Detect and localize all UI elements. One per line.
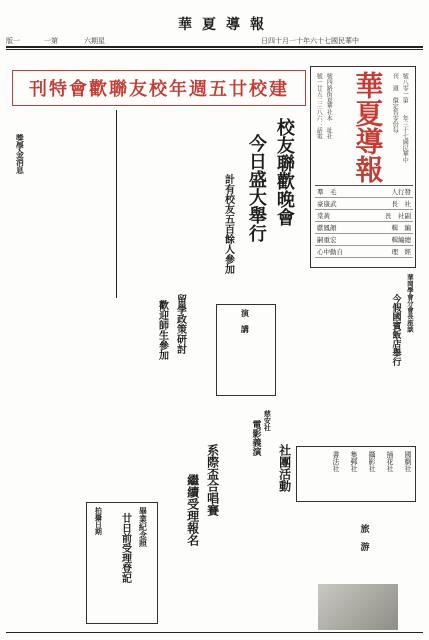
masthead-info-4: 號一廿五二三八六：話電 <box>315 73 323 139</box>
choir-headline-2: 繼續受理報名 <box>185 474 200 546</box>
charity-headline: 電影義演 <box>250 420 261 456</box>
main-headline-2: 今日盛大舉行 <box>245 134 267 242</box>
photo-caption-3: 拍攝日期 <box>94 507 104 535</box>
club-item: 國劇社 <box>404 451 412 472</box>
date-line: 日四十月一十年六十七國民華中 <box>261 37 359 45</box>
staff-role: 理 經 <box>391 248 411 256</box>
staff-name: 嗣重宏 <box>317 236 337 244</box>
special-issue-banner <box>12 70 306 106</box>
study-headline-2: 歡迎師生參加 <box>156 300 168 360</box>
staff-row <box>315 186 413 198</box>
page-label: 版一 <box>6 37 20 45</box>
speech-title: 演 講 <box>240 309 251 333</box>
header-rule <box>6 46 423 48</box>
news-photo <box>318 584 398 630</box>
photo-notice-box <box>86 502 158 624</box>
staff-name: 獻鳳顏 <box>317 224 337 232</box>
club-headline: 社團活動 <box>277 444 292 492</box>
photo-caption-1: 畢業紀念照 <box>138 507 149 547</box>
club-item: 攝影社 <box>368 451 376 472</box>
study-headline-1: 留學政策研討 <box>174 294 186 354</box>
club-item: 書法社 <box>332 451 340 472</box>
charity-kicker: 慈安社 <box>263 410 273 431</box>
footer-rule <box>6 632 423 633</box>
masthead-title: 華夏導報 <box>351 71 385 183</box>
staff-name: 心中動自 <box>317 248 343 256</box>
club-item: 集郵社 <box>350 451 358 472</box>
staff-name: 豪康武 <box>317 200 337 208</box>
newspaper-page <box>6 4 423 636</box>
staff-row <box>315 234 413 246</box>
main-article-body <box>118 114 214 264</box>
special-issue-text: 刊特會歡聯友校年週五廿校建 <box>29 79 289 100</box>
staff-role: 長 社 <box>391 200 411 208</box>
staff-row <box>315 198 413 210</box>
main-subheadline: 計有校友五百餘人參加 <box>222 174 234 274</box>
header-rule-thin <box>6 49 423 50</box>
masthead-info-2: 刊 週 價定售零份每 <box>391 73 399 133</box>
edition-label: 一第 <box>44 37 58 45</box>
hotel-article-body <box>284 276 384 426</box>
staff-name: 棠黃 <box>317 212 330 220</box>
main-headline-1: 校友聯歡晚會 <box>273 118 295 226</box>
left-article-body <box>30 114 116 284</box>
photo-caption-2: 廿日前受理登記 <box>119 513 131 583</box>
choir-headline-1: 系際盃合唱賽 <box>205 444 220 516</box>
staff-role: 輯 編 <box>391 224 411 232</box>
column-rule <box>116 110 117 298</box>
masthead-info-3: 號四路街夏華社本 址社 <box>325 73 333 139</box>
club-item: 插花社 <box>386 451 394 472</box>
hotel-headline: 今假國賓飯店舉行 <box>390 294 401 366</box>
speech-box <box>216 304 276 396</box>
staff-row <box>315 222 413 234</box>
hotel-kicker: 華岡學會分會長座談 <box>405 274 414 333</box>
staff-role: 長 社副 <box>385 212 411 220</box>
trip-headline: 旅 游 <box>358 524 369 551</box>
staff-role: 輯編總 <box>391 236 411 244</box>
staff-table <box>315 185 413 264</box>
club-list-box <box>296 446 416 502</box>
scholarship-headline: 獎學金消息 <box>15 134 26 174</box>
paper-name-banner: 華夏導報 <box>178 17 274 33</box>
staff-name: 羣 毛 <box>317 188 337 196</box>
weekday-label: 六期星 <box>84 37 105 45</box>
masthead-box <box>310 66 416 268</box>
staff-row <box>315 246 413 258</box>
staff-role: 人行發 <box>391 188 411 196</box>
masthead-info-1: 號八零一第 年三十七國民華中 <box>401 73 409 163</box>
staff-row <box>315 210 413 222</box>
